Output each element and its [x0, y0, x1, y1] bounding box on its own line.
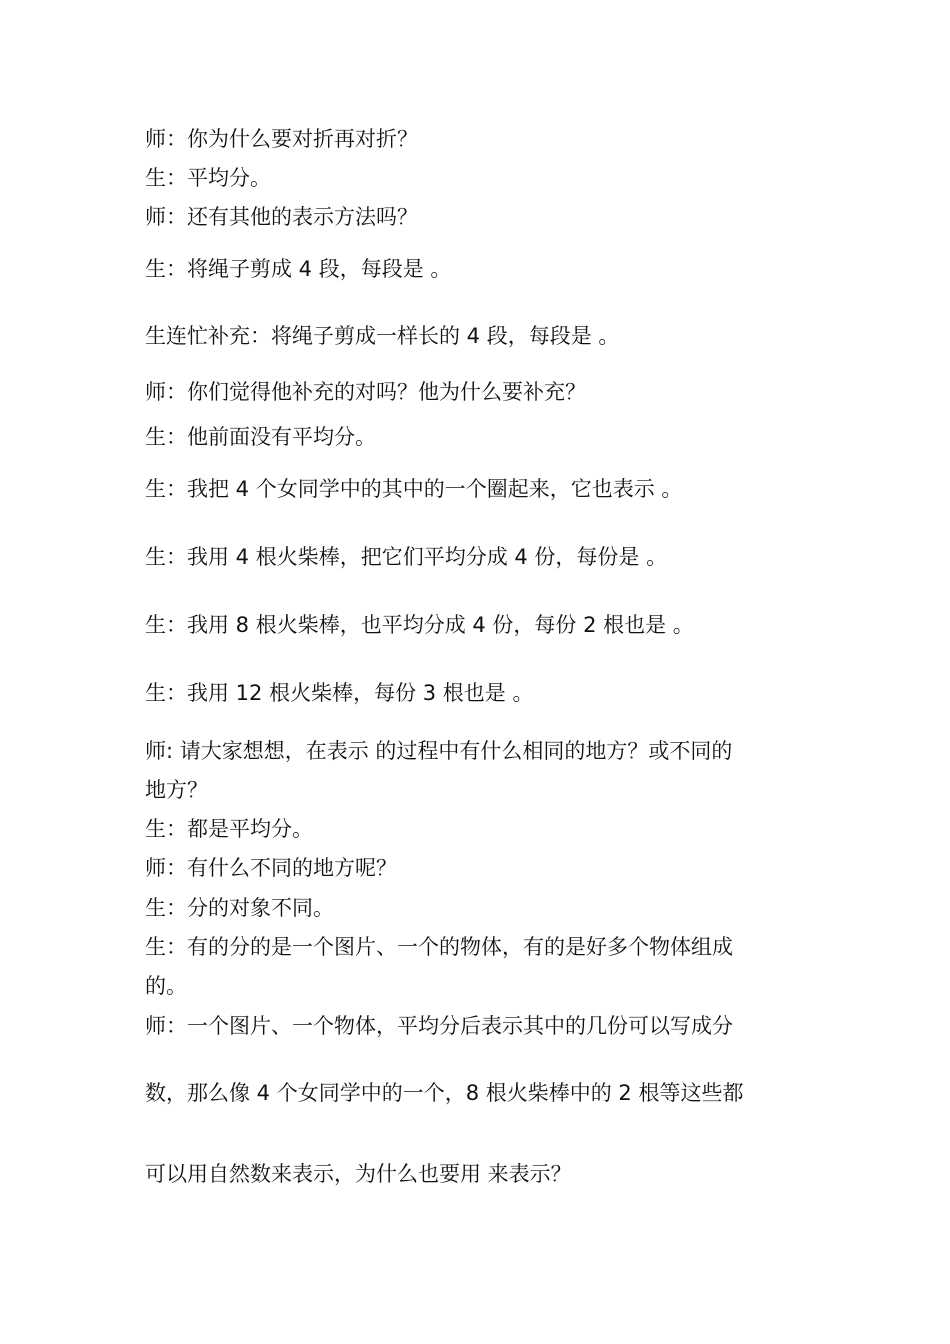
dialogue-line: 师：一个图片、一个物体，平均分后表示其中的几份可以写成分 [145, 1014, 733, 1038]
dialogue-line: 师：还有其他的表示方法吗？ [145, 205, 418, 229]
dialogue-line: 生：我把 4 个女同学中的其中的一个圈起来，它也表示 。 [145, 477, 683, 501]
dialogue-line: 生：将绳子剪成 4 段，每段是 。 [145, 257, 452, 281]
dialogue-line: 生：我用 8 根火柴棒，也平均分成 4 份，每份 2 根也是 。 [145, 613, 694, 637]
dialogue-line: 数，那么像 4 个女同学中的一个，8 根火柴棒中的 2 根等这些都 [145, 1081, 744, 1105]
dialogue-line: 生：他前面没有平均分。 [145, 425, 376, 449]
dialogue-line: 生：都是平均分。 [145, 817, 313, 841]
dialogue-line: 生连忙补充：将绳子剪成一样长的 4 段，每段是 。 [145, 324, 620, 348]
dialogue-line: 生：我用 12 根火柴棒，每份 3 根也是 。 [145, 681, 534, 705]
dialogue-line: 师：有什么不同的地方呢？ [145, 856, 397, 880]
dialogue-line: 的。 [145, 974, 187, 998]
dialogue-line: 师：你为什么要对折再对折？ [145, 127, 418, 151]
dialogue-line: 地方？ [145, 778, 208, 802]
dialogue-line: 生：我用 4 根火柴棒，把它们平均分成 4 份，每份是 。 [145, 545, 668, 569]
dialogue-line: 师: 请大家想想，在表示 的过程中有什么相同的地方？或不同的 [145, 739, 733, 763]
dialogue-line: 生：平均分。 [145, 166, 271, 190]
dialogue-line: 生：有的分的是一个图片、一个的物体，有的是好多个物体组成 [145, 935, 733, 959]
dialogue-line: 生：分的对象不同。 [145, 896, 334, 920]
dialogue-line: 师：你们觉得他补充的对吗？他为什么要补充？ [145, 380, 586, 404]
dialogue-line: 可以用自然数来表示，为什么也要用 来表示？ [145, 1162, 572, 1186]
